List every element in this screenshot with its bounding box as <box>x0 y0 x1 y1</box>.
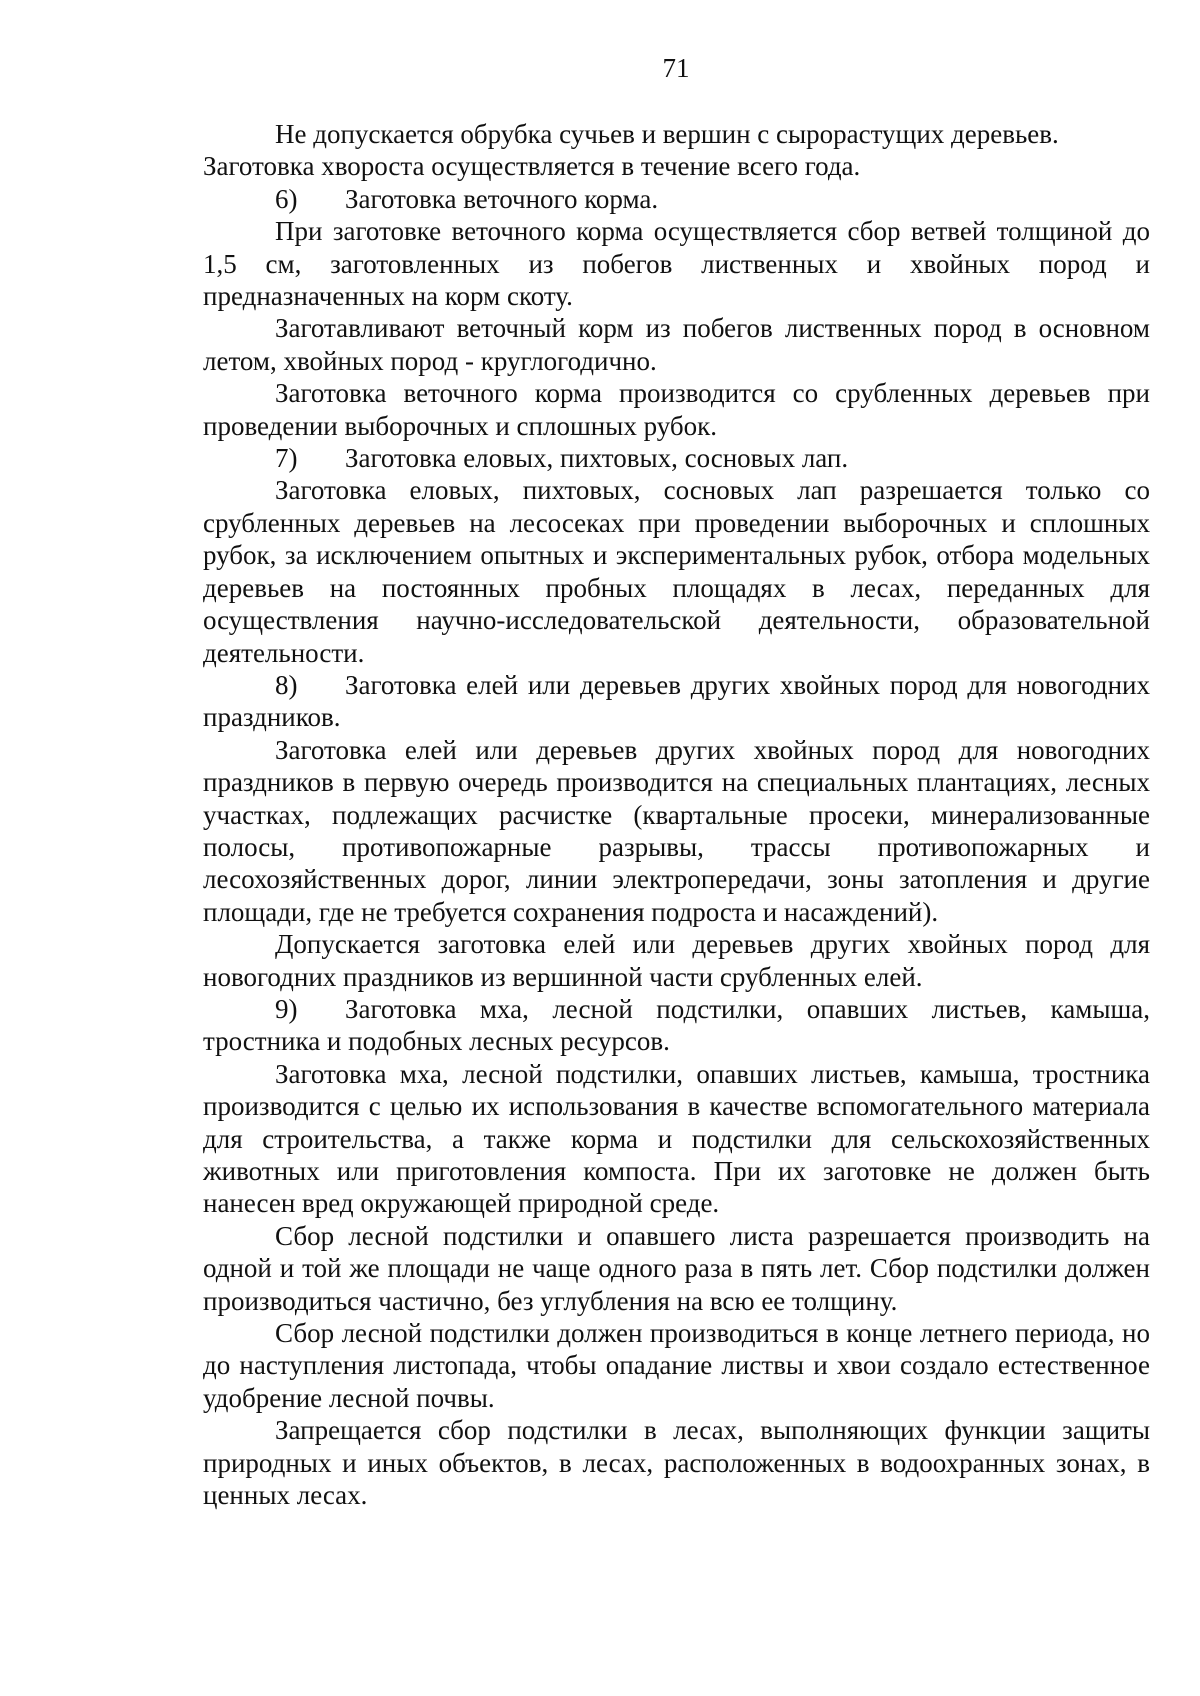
paragraph: Заготавливают веточный корм из побегов лиственных пород в основном летом, хвойных пород - круглогодично. <box>203 313 1150 376</box>
paragraph: Заготовка мха, лесной подстилки, опавших листьев, камыша, тростника производится с целью их использования в качестве вспомогательного материала для строительства, а также корма и подстилки для сельскохозяйственных животных или приготовления компоста. При их заготовке не должен быть нанесен вред окружающей природной среде. <box>203 1058 1150 1219</box>
paragraph: Заготовка елей или деревьев других хвойных пород для новогодних праздников в первую очередь производится на специальных плантациях, лесных участках, подлежащих расчистке (квартальные просеки, минерализованные полосы, противопожарные разрывы, трассы противопожарных и лесохозяйственных дорог, линии электропередачи, зоны затопления и другие площади, где не требуется сохранения подроста и насаждений). <box>203 734 1150 927</box>
paragraph: Допускается заготовка елей или деревьев других хвойных пород для новогодних праздников из вершинной части срубленных елей. <box>203 929 1150 992</box>
paragraph: Заготовка хвороста осуществляется в течение всего года. <box>203 151 861 182</box>
item-heading: Заготовка елей или деревьев других хвойных пород для новогодних праздников. <box>203 669 1150 733</box>
item-number: 9) <box>275 993 298 1024</box>
document-body <box>203 118 1150 1511</box>
numbered-item-7 <box>203 442 1150 474</box>
numbered-item-9 <box>203 993 1150 1058</box>
paragraph: Сбор лесной подстилки и опавшего листа разрешается производить на одной и той же площади не чаще одного раза в пять лет. Сбор подстилки должен производиться частично, без углубления на всю ее толщину. <box>203 1220 1150 1316</box>
item-number: 6) <box>275 183 298 214</box>
paragraph: При заготовке веточного корма осуществляется сбор ветвей толщиной до 1,5 см, заготовленных из побегов лиственных и хвойных пород и предназначенных на корм скоту. <box>203 216 1150 312</box>
numbered-item-6 <box>203 183 1150 215</box>
page-number: 71 <box>662 53 690 83</box>
paragraph: Сбор лесной подстилки должен производиться в конце летнего периода, но до наступления листопада, чтобы опадание листвы и хвои создало естественное удобрение лесной почвы. <box>203 1318 1150 1413</box>
item-heading: Заготовка еловых, пихтовых, сосновых лап. <box>345 443 849 474</box>
paragraph: Заготовка веточного корма производится со срубленных деревьев при проведении выборочных и сплошных рубок. <box>203 378 1150 441</box>
numbered-item-8 <box>203 669 1150 734</box>
paragraph: Заготовка еловых, пихтовых, сосновых лап разрешается только со срубленных деревьев на лесосеках при проведении выборочных и сплошных рубок, за исключением опытных и экспериментальных рубок, отбора модельных деревьев на постоянных пробных площадях в лесах, переданных для осуществления научно-исследовательской деятельности, образовательной деятельности. <box>203 475 1150 668</box>
paragraph: Запрещается сбор подстилки в лесах, выполняющих функции защиты природных и иных объектов, в лесах, расположенных в водоохранных зонах, в ценных лесах. <box>203 1415 1150 1511</box>
item-number: 7) <box>275 443 298 474</box>
item-heading: Заготовка веточного корма. <box>345 183 659 214</box>
item-number: 8) <box>275 669 298 700</box>
item-heading: Заготовка мха, лесной подстилки, опавших листьев, камыша, тростника и подобных лесных ресурсов. <box>203 993 1150 1057</box>
paragraph: Не допускается обрубка сучьев и вершин с сырорастущих деревьев. <box>275 119 1059 149</box>
